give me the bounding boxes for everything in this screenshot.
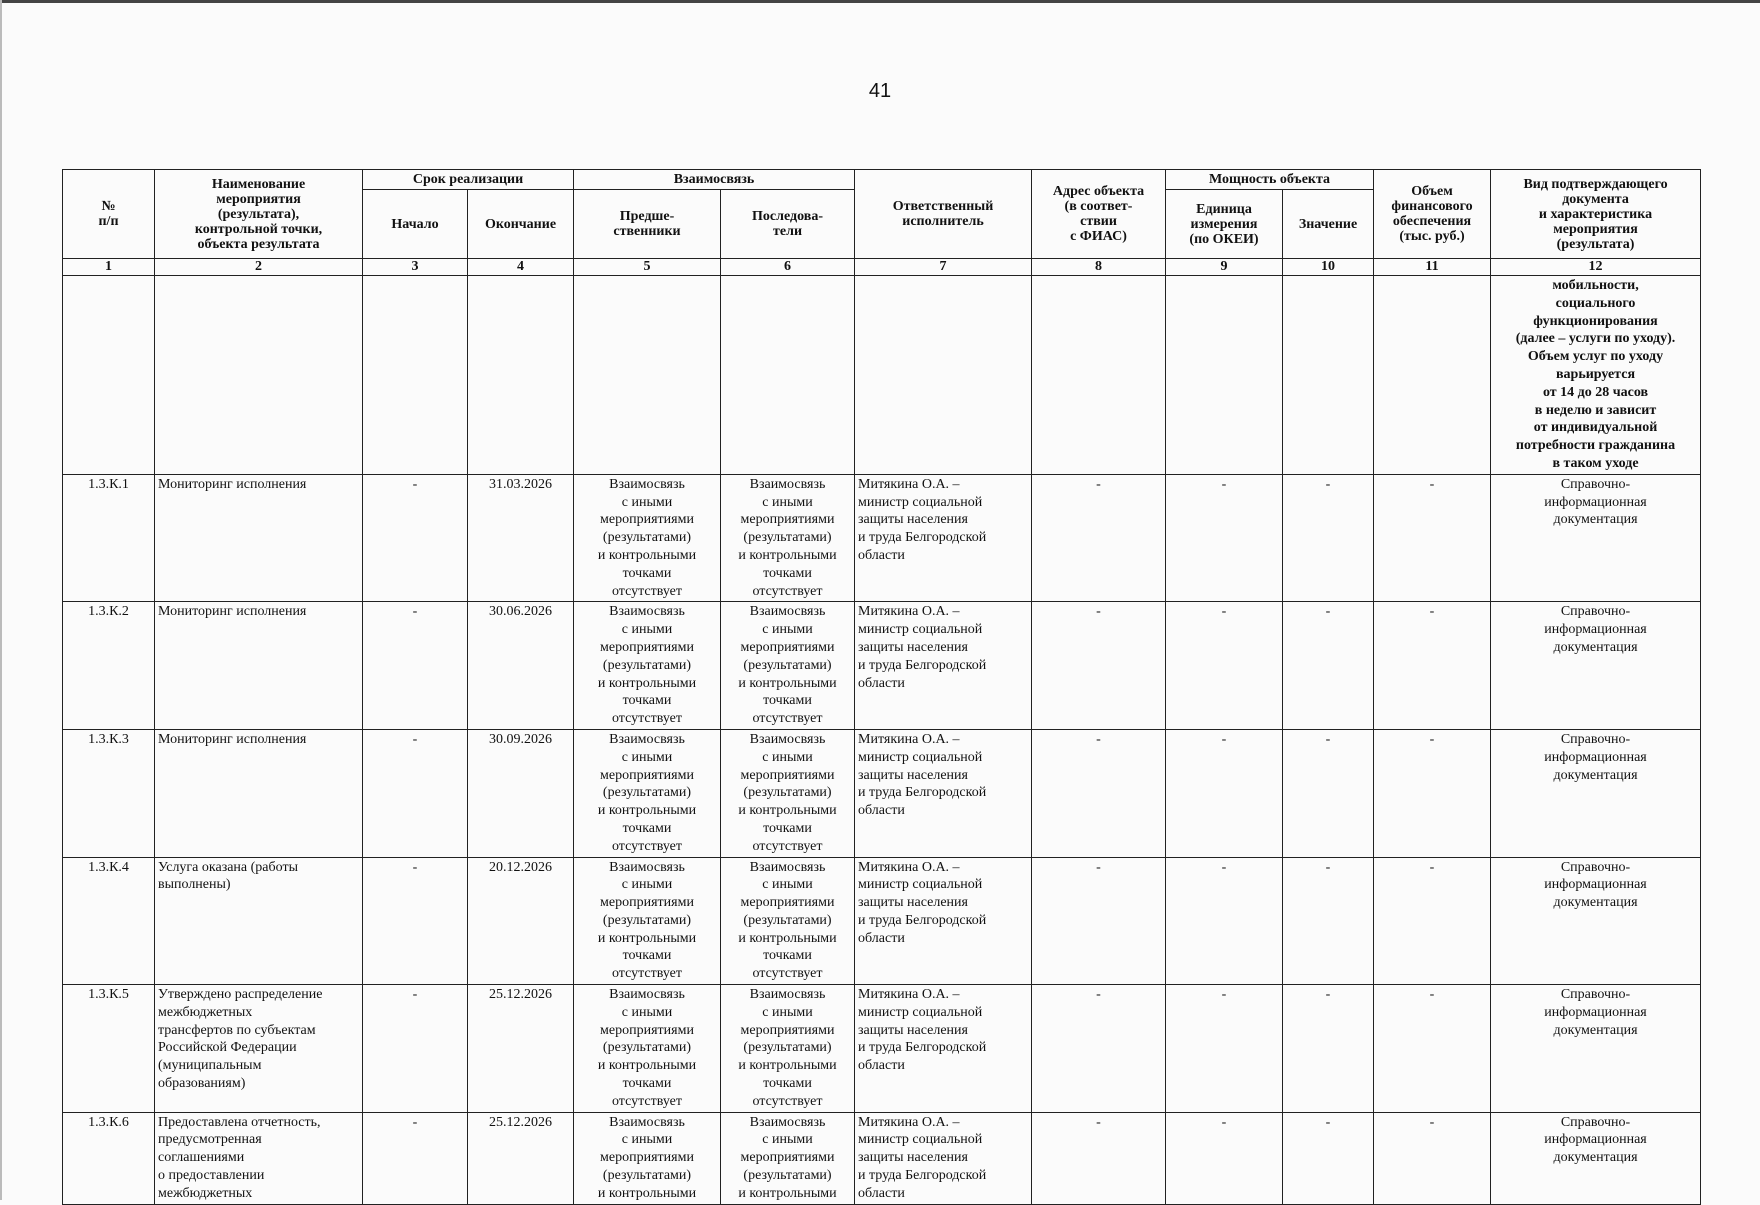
row-unit: - — [1166, 729, 1283, 857]
row-name: Мониторинг исполнения — [155, 602, 363, 730]
row-address: - — [1032, 602, 1166, 730]
row-address: - — [1032, 474, 1166, 602]
row-unit: - — [1166, 602, 1283, 730]
header-end: Окончание — [468, 190, 574, 259]
row-responsible: Митякина О.А. – министр социальной защиты населения и труда Белгородской области — [855, 602, 1032, 730]
row-finance: - — [1374, 985, 1491, 1113]
row-responsible: Митякина О.А. – министр социальной защиты населения и труда Белгородской области — [855, 1112, 1032, 1204]
table-row — [63, 857, 1701, 985]
row-unit: - — [1166, 1112, 1283, 1204]
row-address: - — [1032, 857, 1166, 985]
table-row — [63, 729, 1701, 857]
row-successors: Взаимосвязь с иными мероприятиями (результатами) и контрольными точками отсутствует — [721, 474, 855, 602]
row-responsible: Митякина О.А. – министр социальной защиты населения и труда Белгородской области — [855, 729, 1032, 857]
header-predecessors: Предше- ственники — [574, 190, 721, 259]
row-value: - — [1283, 857, 1374, 985]
table-row — [63, 474, 1701, 602]
row-finance: - — [1374, 857, 1491, 985]
table-row — [63, 602, 1701, 730]
column-number: 11 — [1374, 259, 1491, 276]
empty-cell — [363, 276, 468, 475]
header-link-group: Взаимосвязь — [574, 170, 855, 190]
column-number: 4 — [468, 259, 574, 276]
row-end: 20.12.2026 — [468, 857, 574, 985]
row-responsible: Митякина О.А. – министр социальной защиты населения и труда Белгородской области — [855, 985, 1032, 1113]
row-end: 31.03.2026 — [468, 474, 574, 602]
row-successors: Взаимосвязь с иными мероприятиями (результатами) и контрольными точками отсутствует — [721, 985, 855, 1113]
empty-cell — [1032, 276, 1166, 475]
row-start: - — [363, 857, 468, 985]
row-value: - — [1283, 602, 1374, 730]
row-end: 25.12.2026 — [468, 1112, 574, 1204]
row-start: - — [363, 729, 468, 857]
column-number: 2 — [155, 259, 363, 276]
row-value: - — [1283, 729, 1374, 857]
empty-cell — [855, 276, 1032, 475]
row-name: Услуга оказана (работы выполнены) — [155, 857, 363, 985]
header-num: № п/п — [63, 170, 155, 259]
column-number: 10 — [1283, 259, 1374, 276]
row-finance: - — [1374, 602, 1491, 730]
row-name: Предоставлена отчетность, предусмотренная соглашениями о предоставлении межбюджетных — [155, 1112, 363, 1204]
row-start: - — [363, 985, 468, 1113]
column-number: 3 — [363, 259, 468, 276]
row-unit: - — [1166, 985, 1283, 1113]
row-responsible: Митякина О.А. – министр социальной защиты населения и труда Белгородской области — [855, 857, 1032, 985]
continuation-row — [63, 276, 1701, 475]
column-number: 8 — [1032, 259, 1166, 276]
row-doc-type: Справочно- информационная документация — [1491, 857, 1701, 985]
header-responsible: Ответственный исполнитель — [855, 170, 1032, 259]
row-start: - — [363, 1112, 468, 1204]
row-end: 30.06.2026 — [468, 602, 574, 730]
row-doc-type: Справочно- информационная документация — [1491, 985, 1701, 1113]
row-name: Мониторинг исполнения — [155, 729, 363, 857]
row-num: 1.3.К.6 — [63, 1112, 155, 1204]
empty-cell — [721, 276, 855, 475]
row-value: - — [1283, 985, 1374, 1113]
row-start: - — [363, 474, 468, 602]
row-predecessors: Взаимосвязь с иными мероприятиями (результатами) и контрольными — [574, 1112, 721, 1204]
row-value: - — [1283, 1112, 1374, 1204]
header-value: Значение — [1283, 190, 1374, 259]
column-number: 7 — [855, 259, 1032, 276]
row-address: - — [1032, 729, 1166, 857]
continuation-description: мобильности, социального функционирования (далее – услуги по уходу). Объем услуг по уходу варьируется от 14 до 28 часов в неделю и зависит от индивидуальной потребности гражданина в таком уходе — [1491, 276, 1701, 475]
row-num: 1.3.К.2 — [63, 602, 155, 730]
header-successors: Последова- тели — [721, 190, 855, 259]
row-successors: Взаимосвязь с иными мероприятиями (результатами) и контрольными точками отсутствует — [721, 602, 855, 730]
header-unit: Единица измерения (по ОКЕИ) — [1166, 190, 1283, 259]
row-finance: - — [1374, 729, 1491, 857]
header-capacity-group: Мощность объекта — [1166, 170, 1374, 190]
row-predecessors: Взаимосвязь с иными мероприятиями (результатами) и контрольными точками отсутствует — [574, 857, 721, 985]
scan-top-edge — [0, 0, 1760, 3]
row-name: Утверждено распределение межбюджетных трансфертов по субъектам Российской Федерации (муниципальным образованиям) — [155, 985, 363, 1113]
row-address: - — [1032, 1112, 1166, 1204]
empty-cell — [155, 276, 363, 475]
row-start: - — [363, 602, 468, 730]
header-finance: Объем финансового обеспечения (тыс. руб.) — [1374, 170, 1491, 259]
header-term-group: Срок реализации — [363, 170, 574, 190]
empty-cell — [574, 276, 721, 475]
column-number: 5 — [574, 259, 721, 276]
row-predecessors: Взаимосвязь с иными мероприятиями (результатами) и контрольными точками отсутствует — [574, 602, 721, 730]
events-table — [62, 169, 1701, 1205]
header-doc-type: Вид подтверждающего документа и характеристика мероприятия (результата) — [1491, 170, 1701, 259]
row-doc-type: Справочно- информационная документация — [1491, 1112, 1701, 1204]
row-predecessors: Взаимосвязь с иными мероприятиями (результатами) и контрольными точками отсутствует — [574, 729, 721, 857]
row-num: 1.3.К.4 — [63, 857, 155, 985]
row-num: 1.3.К.1 — [63, 474, 155, 602]
column-number: 1 — [63, 259, 155, 276]
row-successors: Взаимосвязь с иными мероприятиями (результатами) и контрольными точками отсутствует — [721, 729, 855, 857]
row-responsible: Митякина О.А. – министр социальной защиты населения и труда Белгородской области — [855, 474, 1032, 602]
column-number: 6 — [721, 259, 855, 276]
row-end: 30.09.2026 — [468, 729, 574, 857]
header-address: Адрес объекта (в соответ- ствии с ФИАС) — [1032, 170, 1166, 259]
row-unit: - — [1166, 474, 1283, 602]
empty-cell — [468, 276, 574, 475]
page-number: 41 — [868, 80, 892, 102]
empty-cell — [1166, 276, 1283, 475]
row-doc-type: Справочно- информационная документация — [1491, 602, 1701, 730]
empty-cell — [1374, 276, 1491, 475]
row-num: 1.3.К.5 — [63, 985, 155, 1113]
column-number: 12 — [1491, 259, 1701, 276]
empty-cell — [1283, 276, 1374, 475]
row-doc-type: Справочно- информационная документация — [1491, 474, 1701, 602]
empty-cell — [63, 276, 155, 475]
scan-left-edge — [0, 0, 2, 1200]
column-number: 9 — [1166, 259, 1283, 276]
row-num: 1.3.К.3 — [63, 729, 155, 857]
header-start: Начало — [363, 190, 468, 259]
row-value: - — [1283, 474, 1374, 602]
row-finance: - — [1374, 1112, 1491, 1204]
row-successors: Взаимосвязь с иными мероприятиями (результатами) и контрольными — [721, 1112, 855, 1204]
row-address: - — [1032, 985, 1166, 1113]
row-doc-type: Справочно- информационная документация — [1491, 729, 1701, 857]
row-name: Мониторинг исполнения — [155, 474, 363, 602]
row-predecessors: Взаимосвязь с иными мероприятиями (результатами) и контрольными точками отсутствует — [574, 985, 721, 1113]
row-finance: - — [1374, 474, 1491, 602]
row-unit: - — [1166, 857, 1283, 985]
table-row — [63, 1112, 1701, 1204]
table-row — [63, 985, 1701, 1113]
row-end: 25.12.2026 — [468, 985, 574, 1113]
header-name: Наименование мероприятия (результата), контрольной точки, объекта результата — [155, 170, 363, 259]
row-predecessors: Взаимосвязь с иными мероприятиями (результатами) и контрольными точками отсутствует — [574, 474, 721, 602]
row-successors: Взаимосвязь с иными мероприятиями (результатами) и контрольными точками отсутствует — [721, 857, 855, 985]
